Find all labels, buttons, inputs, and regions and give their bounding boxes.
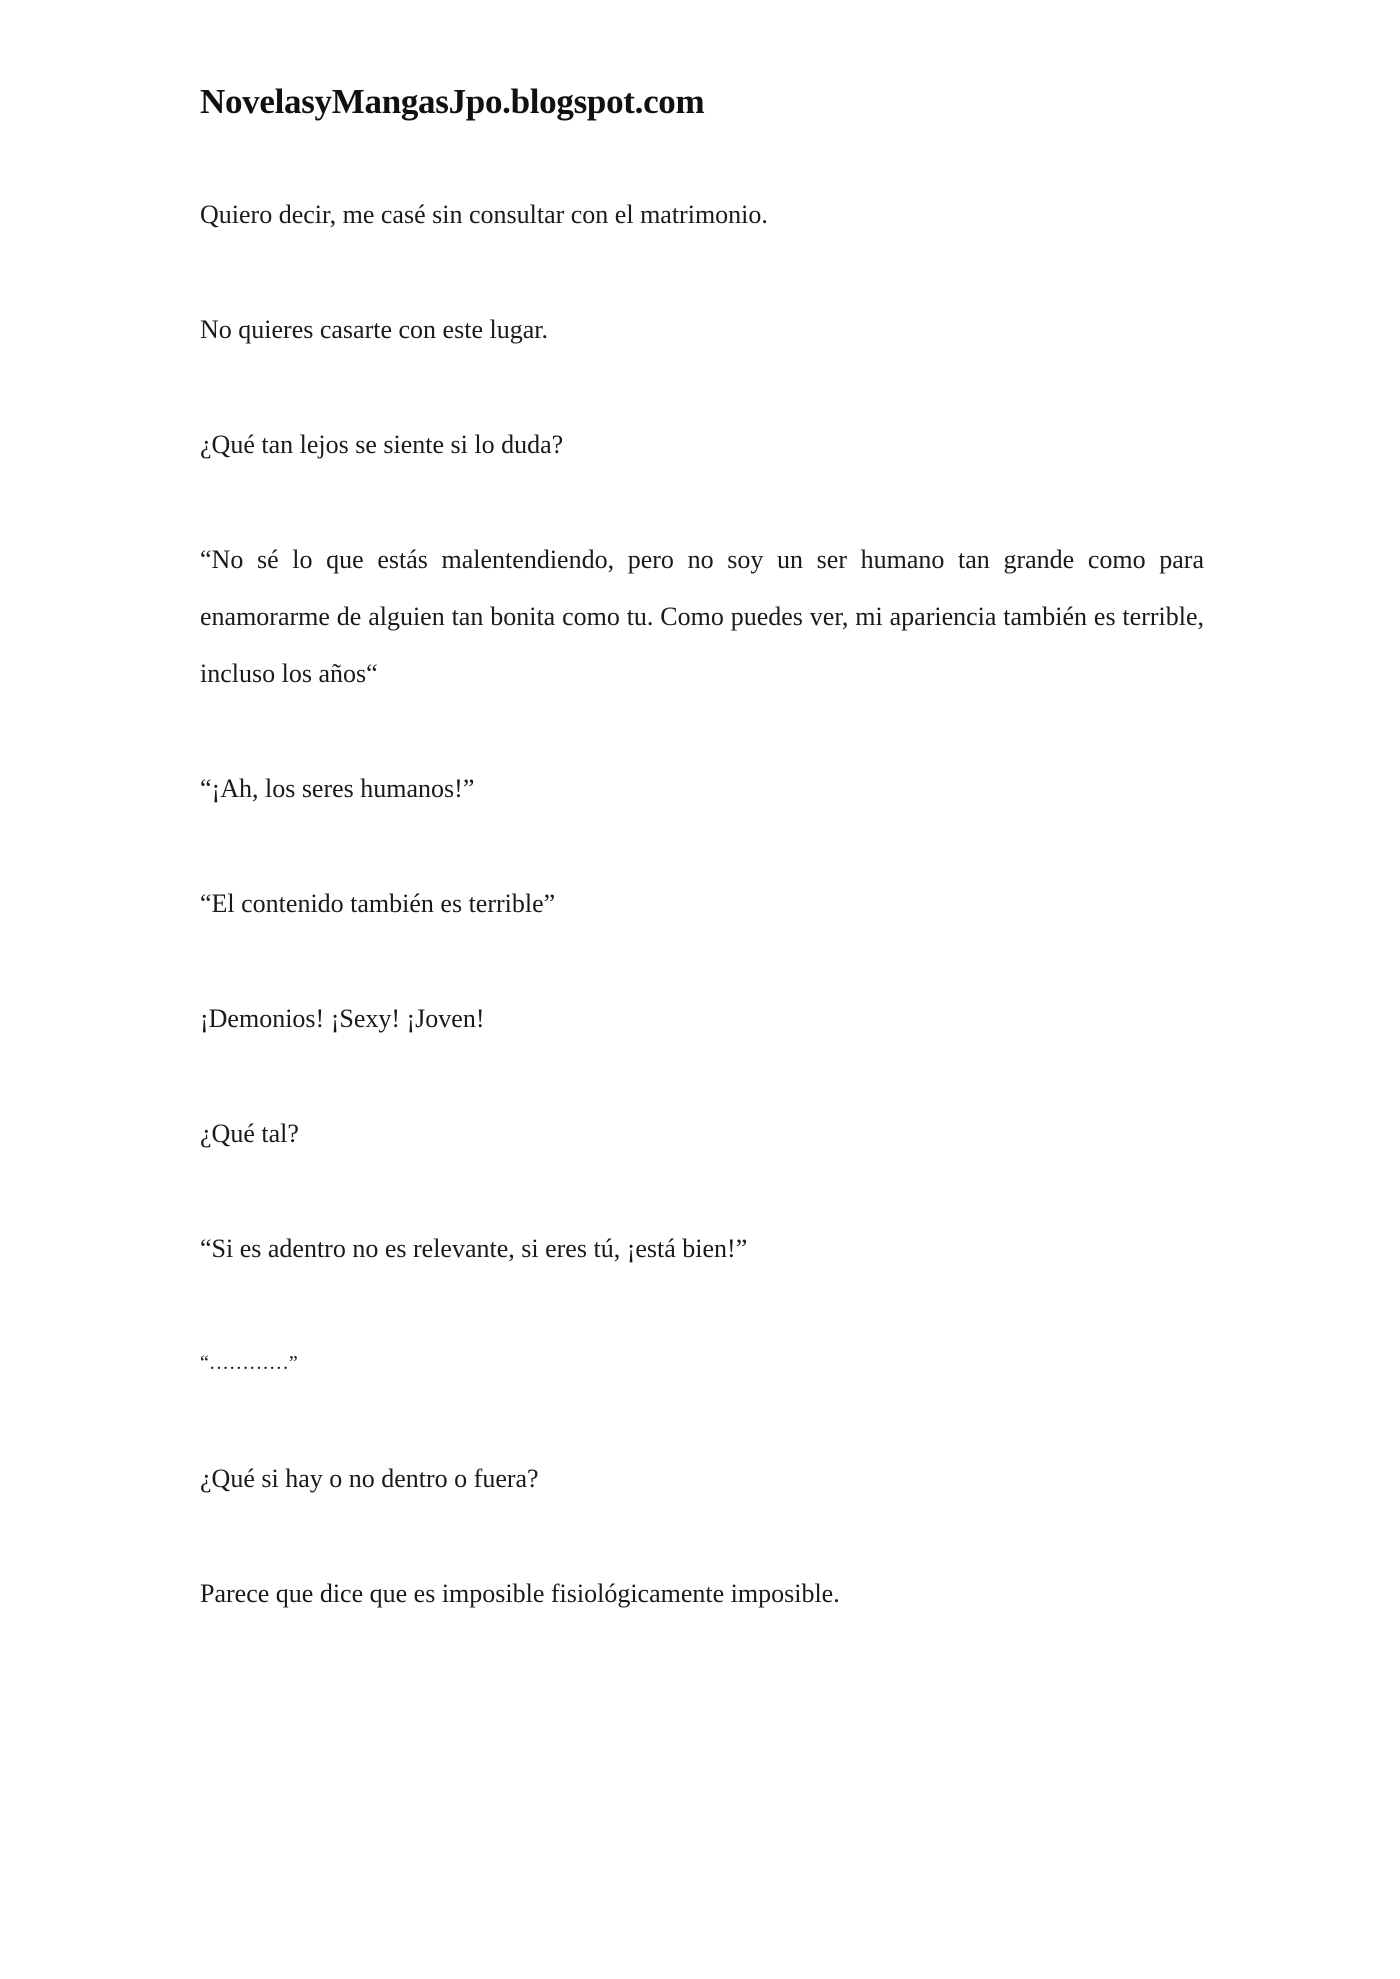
paragraph: Quiero decir, me casé sin consultar con el matrimonio. — [200, 200, 768, 229]
paragraph: No quieres casarte con este lugar. — [200, 315, 548, 344]
paragraph: ¡Demonios! ¡Sexy! ¡Joven! — [200, 1004, 485, 1033]
paragraph: ¿Qué tan lejos se siente si lo duda? — [200, 430, 564, 459]
paragraph: “Si es adentro no es relevante, si eres tú, ¡está bien!” — [200, 1234, 748, 1263]
paragraph: ¿Qué si hay o no dentro o fuera? — [200, 1464, 539, 1493]
ellipsis-paragraph: “…………” — [200, 1352, 298, 1374]
site-header: NovelasyMangasJpo.blogspot.com — [200, 82, 705, 121]
paragraph: Parece que dice que es imposible fisiológicamente imposible. — [200, 1579, 840, 1608]
paragraph: ¿Qué tal? — [200, 1119, 299, 1148]
page-body — [200, 186, 1204, 1622]
paragraph: “El contenido también es terrible” — [200, 889, 556, 918]
paragraph: “¡Ah, los seres humanos!” — [200, 774, 475, 803]
paragraph: “No sé lo que estás malentendiendo, pero no soy un ser humano tan grande como para enamorarme de alguien tan bonita como tu. Como puedes ver, mi apariencia también es terrible, incluso los años“ — [200, 545, 1204, 688]
